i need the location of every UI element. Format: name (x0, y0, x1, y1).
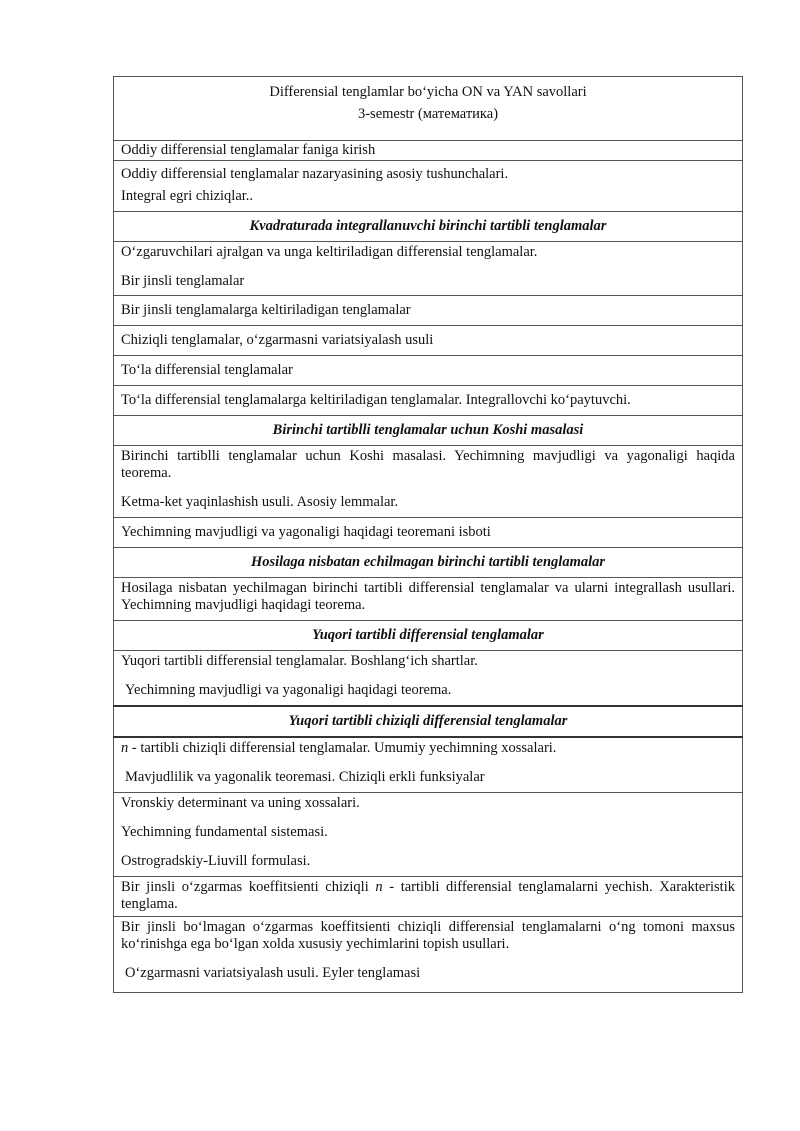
topic-cell (114, 161, 743, 212)
table-row (114, 296, 743, 326)
variable-n: n (375, 879, 383, 895)
table-header-row (114, 77, 743, 141)
topic-cell (114, 141, 743, 161)
variable-n: n (121, 740, 129, 756)
table-row (114, 242, 743, 296)
section-row (114, 621, 743, 651)
topic-text: Yechimning mavjudligi va yagonaligi haqidagi teoremani isboti (121, 524, 491, 540)
topic-cell (114, 651, 743, 707)
topic-text: Integral egri chiziqlar.. (121, 188, 254, 204)
table-row (114, 578, 743, 621)
topic-text: Vronskiy determinant va uning xossalari. (121, 795, 360, 811)
topic-text: Bir jinsli tenglamalarga keltiriladigan tenglamalar (121, 302, 411, 318)
topic-text: Chiziqli tenglamalar, oʻzgarmasni variatsiyalash usuli (121, 332, 434, 348)
questions-table (113, 76, 743, 993)
section-heading: Hosilaga nisbatan echilmagan birinchi tartibli tenglamalar (114, 548, 743, 578)
document-page (113, 76, 743, 993)
section-heading: Yuqori tartibli differensial tenglamalar (114, 621, 743, 651)
topic-cell (114, 793, 743, 877)
table-header-cell (114, 77, 743, 141)
topic-text: Yechimning fundamental sistemasi. (121, 824, 328, 840)
section-row (114, 548, 743, 578)
topic-text-post: - tartibli differensial tenglamalarni yechish. Xarakteristik tenglama. (121, 879, 735, 912)
topic-text (121, 740, 735, 757)
topic-text: Toʻla differensial tenglamalar (121, 362, 293, 378)
table-row (114, 446, 743, 518)
table-row (114, 356, 743, 386)
table-row (114, 877, 743, 917)
topic-text: Ostrogradskiy-Liuvill formulasi. (121, 853, 311, 869)
topic-text: Oʻzgarmasni variatsiyalash usuli. Eyler tenglamasi (125, 965, 421, 981)
section-row (114, 706, 743, 737)
table-row (114, 917, 743, 993)
topic-text: Bir jinsli boʻlmagan oʻzgarmas koeffitsienti chiziqli differensial tenglamalarni oʻng tomoni maxsus koʻrinishga ega boʻlgan xolda xususiy yechimlarini topish usullari. (121, 919, 735, 952)
document-subtitle: 3-semestr (математика) (357, 106, 499, 122)
document-title: Differensial tenglamlar boʻyicha ON va YAN savollari (269, 84, 587, 100)
table-row (114, 793, 743, 877)
topic-text: Oddiy differensial tenglamalar faniga kirish (121, 142, 376, 158)
topic-cell (114, 737, 743, 793)
table-row (114, 518, 743, 548)
topic-text (121, 879, 735, 913)
section-heading: Birinchi tartiblli tenglamalar uchun Koshi masalasi (114, 416, 743, 446)
topic-text: Oʻzgaruvchilari ajralgan va unga keltiriladigan differensial tenglamalar. (121, 244, 538, 260)
table-row (114, 326, 743, 356)
table-row (114, 737, 743, 793)
topic-cell (114, 446, 743, 518)
topic-cell (114, 518, 743, 548)
table-row (114, 386, 743, 416)
topic-text: Hosilaga nisbatan yechilmagan birinchi tartibli differensial tenglamalar va ularni integrallash usullari. Yechimning mavjudligi haqidagi teorema. (121, 580, 735, 613)
topic-cell (114, 386, 743, 416)
topic-text: Yuqori tartibli differensial tenglamalar. Boshlangʻich shartlar. (121, 653, 478, 669)
topic-text: Yechimning mavjudligi va yagonaligi haqidagi teorema. (125, 682, 452, 698)
table-row (114, 651, 743, 707)
topic-text: Ketma-ket yaqinlashish usuli. Asosiy lemmalar. (121, 494, 399, 510)
topic-cell (114, 242, 743, 296)
topic-text: Mavjudlilik va yagonalik teoremasi. Chiziqli erkli funksiyalar (125, 769, 485, 785)
section-row (114, 416, 743, 446)
section-row (114, 212, 743, 242)
section-heading: Yuqori tartibli chiziqli differensial tenglamalar (114, 706, 743, 737)
topic-cell (114, 356, 743, 386)
topic-cell (114, 877, 743, 917)
topic-text: Birinchi tartiblli tenglamalar uchun Koshi masalasi. Yechimning mavjudligi va yagonaligi haqida teorema. (121, 448, 735, 481)
topic-text-rest: - tartibli chiziqli differensial tenglamalar. Umumiy yechimning xossalari. (128, 740, 557, 756)
topic-text-pre: Bir jinsli oʻzgarmas koeffitsienti chiziqli (121, 879, 376, 895)
topic-cell (114, 296, 743, 326)
topic-text: Oddiy differensial tenglamalar nazaryasining asosiy tushunchalari. (121, 166, 509, 182)
topic-text: Bir jinsli tenglamalar (121, 273, 245, 289)
section-heading: Kvadraturada integrallanuvchi birinchi tartibli tenglamalar (114, 212, 743, 242)
table-row (114, 161, 743, 212)
topic-cell (114, 917, 743, 993)
topic-text: Toʻla differensial tenglamalarga keltiriladigan tenglamalar. Integrallovchi koʻpaytuvchi. (121, 392, 631, 408)
table-row (114, 141, 743, 161)
topic-cell (114, 326, 743, 356)
topic-cell (114, 578, 743, 621)
